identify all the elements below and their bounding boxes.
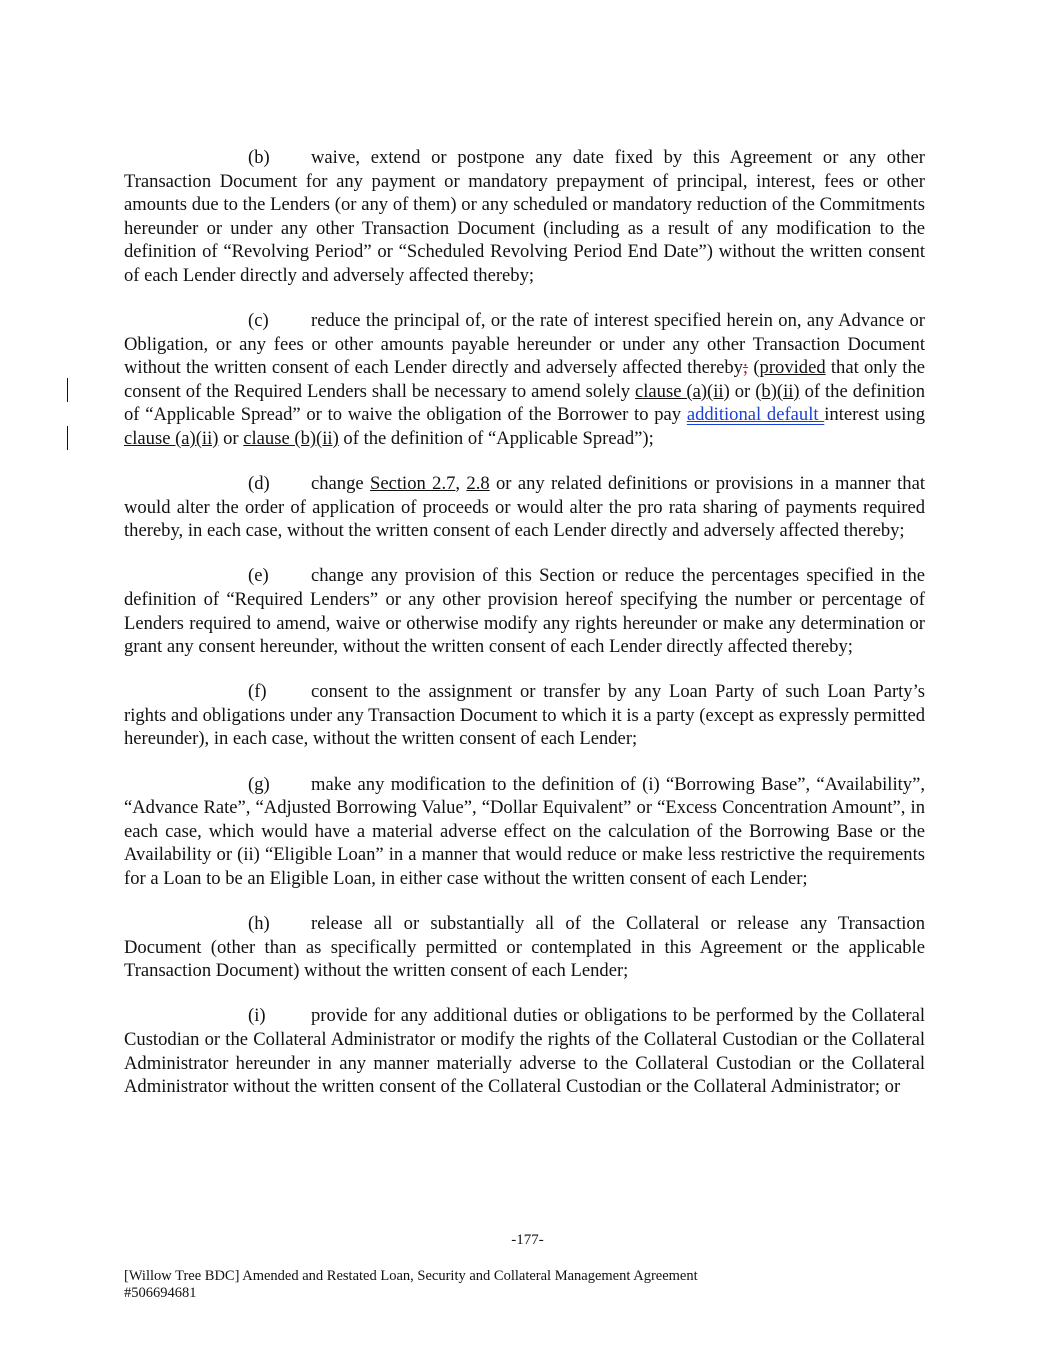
paragraph-h — [124, 912, 925, 983]
paragraph-text: or — [218, 428, 244, 450]
paragraph-label: (g) — [248, 773, 270, 795]
paragraph-text: change any provision of this Section or reduce the percentages specified in the definition of “Required Lenders” or any other provision hereof specifying the number or percentage of Lenders required to amend, waive or otherwise modify any rights hereunder or make any determination or grant any consent hereunder, without the written consent of each Lender directly affected thereby; — [124, 565, 925, 658]
paragraph-text: consent to the assignment or transfer by any Loan Party of such Loan Party’s rights and obligations under any Transaction Document to which it is a party (except as expressly permitted hereunder), in each case, without the written consent of each Lender; — [124, 681, 925, 750]
cross-reference: clause (b)(ii) — [243, 428, 339, 450]
paragraph-label: (e) — [248, 565, 269, 587]
paragraph-text: provide for any additional duties or obligations to be performed by the Collateral Custodian or the Collateral Administrator or modify the rights of the Collateral Custodian or the Collateral Administrator hereunder in any manner materially adverse to the Collateral Custodian or the Collateral Administrator without the written consent of the Collateral Custodian or the Collateral Administrator; or — [124, 1005, 925, 1098]
paragraph-text: ( — [748, 357, 760, 379]
cross-reference: (b)(ii) — [755, 380, 800, 402]
paragraph-i — [124, 1004, 925, 1098]
paragraph-label: (c) — [248, 310, 269, 332]
paragraph-text: interest using — [824, 404, 926, 426]
paragraph-label: (b) — [248, 147, 270, 168]
paragraph-text: make any modification to the definition of (i) “Borrowing Base”, “Availability”, “Advance Rate”, “Adjusted Borrowing Value”, “Dollar Equivalent” or “Excess Concentration Amount”, in each case, which would have a material adverse effect on the calculation of the Borrowing Base or the Availability or (ii) “Eligible Loan” in a manner that would reduce or make less restrictive the requirements for a Loan to be an Eligible Loan, in either case without the written consent of each Lender; — [124, 773, 925, 889]
paragraph-b — [124, 146, 925, 288]
document-footer — [124, 1268, 698, 1302]
paragraph-text: waive, extend or postpone any date fixed by this Agreement or any other Transaction Document for any payment or mandatory prepayment of principal, interest, fees or other amounts due to the Lenders (or any of them) or any scheduled or mandatory reduction of the Commitments hereunder or under any other Transaction Document (including as a result of any modification to the definition of “Revolving Period” or “Scheduled Revolving Period End Date”) without the written consent of each Lender directly and adversely affected thereby; — [124, 147, 925, 286]
paragraph-label: (h) — [248, 913, 270, 935]
paragraph-label: (i) — [248, 1005, 266, 1027]
paragraph-e — [124, 564, 925, 658]
paragraph-d — [124, 472, 925, 543]
inserted-text: additional default — [686, 404, 825, 426]
paragraph-c — [124, 309, 925, 451]
cross-reference: clause (a)(ii) — [124, 428, 219, 450]
deleted-text: ; — [742, 357, 749, 379]
paragraph-text: reduce the principal of, or the rate of interest specified herein on, any Advance or Obligation, or any fees or other amounts payable hereunder or under any other Transaction Document without the written consent of each Lender directly and adversely affected thereby — [124, 310, 925, 379]
paragraph-text: release all or substantially all of the Collateral or release any Transaction Document (other than as specifically permitted or contemplated in this Agreement or the applicable Transaction Document) without the written consent of each Lender; — [124, 913, 925, 982]
footer-title: [Willow Tree BDC] Amended and Restated Loan, Security and Collateral Management Agreement — [124, 1268, 698, 1284]
cross-reference: 2.8 — [466, 473, 490, 495]
paragraph-text: change — [311, 473, 371, 495]
paragraph-f — [124, 680, 925, 751]
paragraph-text: or — [729, 380, 756, 402]
paragraph-label: (f) — [248, 681, 267, 703]
paragraph-text: or any related definitions or provisions in a manner that would alter the order of application of proceeds or would alter the pro rata sharing of payments required thereby, in each case, without the written consent of each Lender directly and adversely affected thereby; — [124, 473, 925, 542]
footer-document-id: #506694681 — [124, 1285, 197, 1301]
change-bar — [67, 426, 68, 450]
page-number: -177- — [511, 1232, 544, 1248]
paragraph-text: of the definition of “Applicable Spread” or to waive the obligation of the Borrower to pay — [124, 380, 925, 426]
cross-reference: clause (a)(ii) — [635, 380, 730, 402]
paragraph-text: of the definition of “Applicable Spread”); — [338, 428, 654, 450]
change-bar — [67, 378, 68, 402]
cross-reference: Section 2.7 — [370, 473, 456, 495]
paragraph-g — [124, 773, 925, 891]
defined-term: provided — [759, 357, 826, 379]
paragraph-label: (d) — [248, 473, 270, 495]
paragraph-text: , — [455, 473, 467, 495]
paragraph-text: that only the consent of the Required Lenders shall be necessary to amend solely — [124, 357, 925, 402]
document-body — [124, 146, 925, 1120]
